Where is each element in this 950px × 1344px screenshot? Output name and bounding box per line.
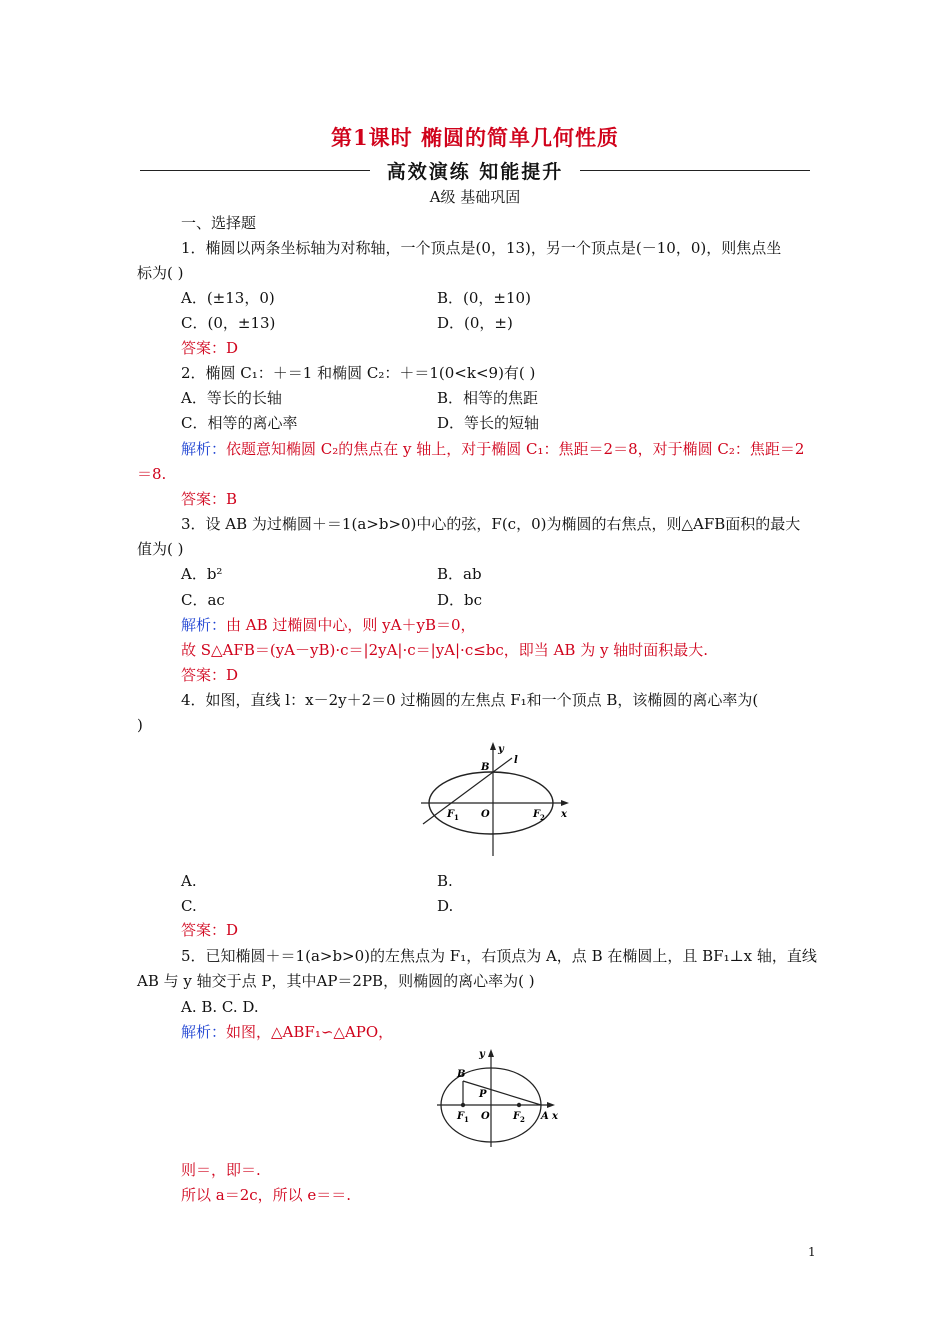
- q4-label-f1: F: [447, 809, 455, 820]
- q5-label-f2-sub: 2: [520, 1115, 525, 1124]
- q4-label-f2: F: [533, 809, 541, 820]
- q3-option-d: D．bc: [437, 591, 483, 609]
- q4-label-x: x: [561, 809, 567, 820]
- q3-option-c: C．ac: [181, 591, 225, 609]
- q2-analysis-line2: ＝8.: [137, 465, 167, 483]
- q5-label-f2: F: [513, 1111, 521, 1122]
- q2-option-b: B．相等的焦距: [437, 389, 539, 407]
- q4-ellipse-figure: [415, 738, 575, 860]
- q3-option-a: A．b²: [181, 565, 223, 583]
- q4-label-f2-sub: 2: [540, 813, 545, 822]
- q5-label-y: y: [479, 1049, 485, 1060]
- q1-stem-line1: 1．椭圆以两条坐标轴为对称轴，一个顶点是(0，13)，另一个顶点是(－10，0)，则焦点坐: [181, 239, 782, 257]
- q2-answer: 答案：B: [181, 490, 238, 508]
- page-title: 第1课时 椭圆的简单几何性质: [331, 125, 619, 150]
- q2-option-d: D．等长的短轴: [437, 414, 540, 432]
- q4-x-arrow: [561, 800, 569, 806]
- q3-option-b: B．ab: [437, 565, 482, 583]
- q4-stem-line2: ): [137, 716, 143, 734]
- q5-label-o: O: [481, 1111, 490, 1122]
- q4-answer: 答案：D: [181, 921, 239, 939]
- banner-text: 高效演练 知能提升: [386, 161, 564, 183]
- q2-option-a: A．等长的长轴: [181, 389, 282, 407]
- q4-label-f1-sub: 1: [454, 813, 459, 822]
- q5-label-p: P: [479, 1089, 487, 1100]
- q3-stem-line2: 值为( ): [137, 540, 184, 558]
- banner: [140, 158, 810, 182]
- q2-analysis-line1: [181, 439, 804, 459]
- q3-analysis-label: 解析：: [181, 616, 227, 634]
- q3-analysis-text: 由 AB 过椭圆中心，则 yA＋yB＝0，: [226, 616, 476, 634]
- q1-option-a: A．(±13，0): [181, 289, 275, 307]
- q2-analysis-label: 解析：: [181, 440, 227, 458]
- q2-analysis-text: 依题意知椭圆 C₂的焦点在 y 轴上，对于椭圆 C₁：焦距＝2＝8，对于椭圆 C₂：焦距＝2: [226, 440, 805, 458]
- q4-option-c: C.: [181, 897, 197, 915]
- q4-label-b: B: [481, 762, 490, 773]
- q1-stem-line2: 标为( ): [137, 264, 184, 282]
- q5-analysis-line3: 所以 a＝2c，所以 e＝＝.: [181, 1186, 352, 1204]
- q3-answer: 答案：D: [181, 666, 239, 684]
- q5-options: A. B. C. D.: [181, 998, 259, 1016]
- q5-point-f1: [461, 1103, 465, 1107]
- q5-stem-line1: 5．已知椭圆＋＝1(a>b>0)的左焦点为 F₁，右顶点为 A，点 B 在椭圆上，且 BF₁⊥x 轴，直线: [181, 947, 817, 965]
- q4-label-o: O: [481, 809, 490, 820]
- q1-answer: 答案：D: [181, 339, 239, 357]
- q4-y-arrow: [490, 742, 496, 750]
- q5-label-f1-sub: 1: [464, 1115, 469, 1124]
- q4-option-a: A.: [181, 872, 197, 890]
- q1-option-c: C．(0，±13): [181, 314, 276, 332]
- q5-x-arrow: [547, 1102, 555, 1108]
- q4-stem-line1: 4．如图，直线 l：x－2y＋2＝0 过椭圆的左焦点 F₁和一个顶点 B，该椭圆的离心率为(: [181, 691, 759, 709]
- q3-stem-line1: 3．设 AB 为过椭圆＋＝1(a>b>0)中心的弦，F(c，0)为椭圆的右焦点，则△AFB面积的最大: [181, 515, 801, 533]
- q5-analysis-text: 如图，△ABF₁∽△APO，: [226, 1023, 394, 1041]
- q4-line-l: [423, 758, 512, 824]
- q3-analysis-line2: 故 S△AFB＝(yA－yB)·c＝|2yA|·c＝|yA|·c≤bc，即当 AB 为 y 轴时面积最大.: [181, 641, 708, 659]
- q5-label-a: A: [541, 1111, 549, 1122]
- banner-rule-right: [580, 170, 810, 171]
- q4-label-l: l: [514, 755, 518, 766]
- q5-label-x: x: [552, 1111, 558, 1122]
- q4-option-d: D.: [437, 897, 454, 915]
- q4-label-y: y: [498, 744, 504, 755]
- q5-point-f2: [517, 1103, 521, 1107]
- q3-analysis-line1: [181, 615, 476, 635]
- level-heading: A级 基础巩固: [429, 188, 521, 206]
- q5-analysis-label: 解析：: [181, 1023, 227, 1041]
- q5-stem-line2: AB 与 y 轴交于点 P，其中AP＝2PB，则椭圆的离心率为( ): [137, 972, 535, 990]
- q5-label-f1: F: [457, 1111, 465, 1122]
- q2-stem: 2．椭圆 C₁：＋＝1 和椭圆 C₂：＋＝1(0<k<9)有( ): [181, 364, 536, 382]
- q5-y-arrow: [488, 1049, 494, 1057]
- q5-analysis-line2: 则＝，即＝.: [181, 1161, 261, 1179]
- q5-analysis-line1: [181, 1022, 393, 1042]
- q2-option-c: C．相等的离心率: [181, 414, 298, 432]
- page-number: 1: [808, 1245, 816, 1259]
- section-heading: 一、选择题: [181, 214, 257, 232]
- q5-segment-ba: [463, 1081, 541, 1105]
- q1-option-d: D．(0，±): [437, 314, 513, 332]
- q5-ellipse-figure: [433, 1045, 568, 1150]
- q1-option-b: B．(0，±10): [437, 289, 531, 307]
- q5-label-b: B: [457, 1069, 466, 1080]
- q4-option-b: B.: [437, 872, 453, 890]
